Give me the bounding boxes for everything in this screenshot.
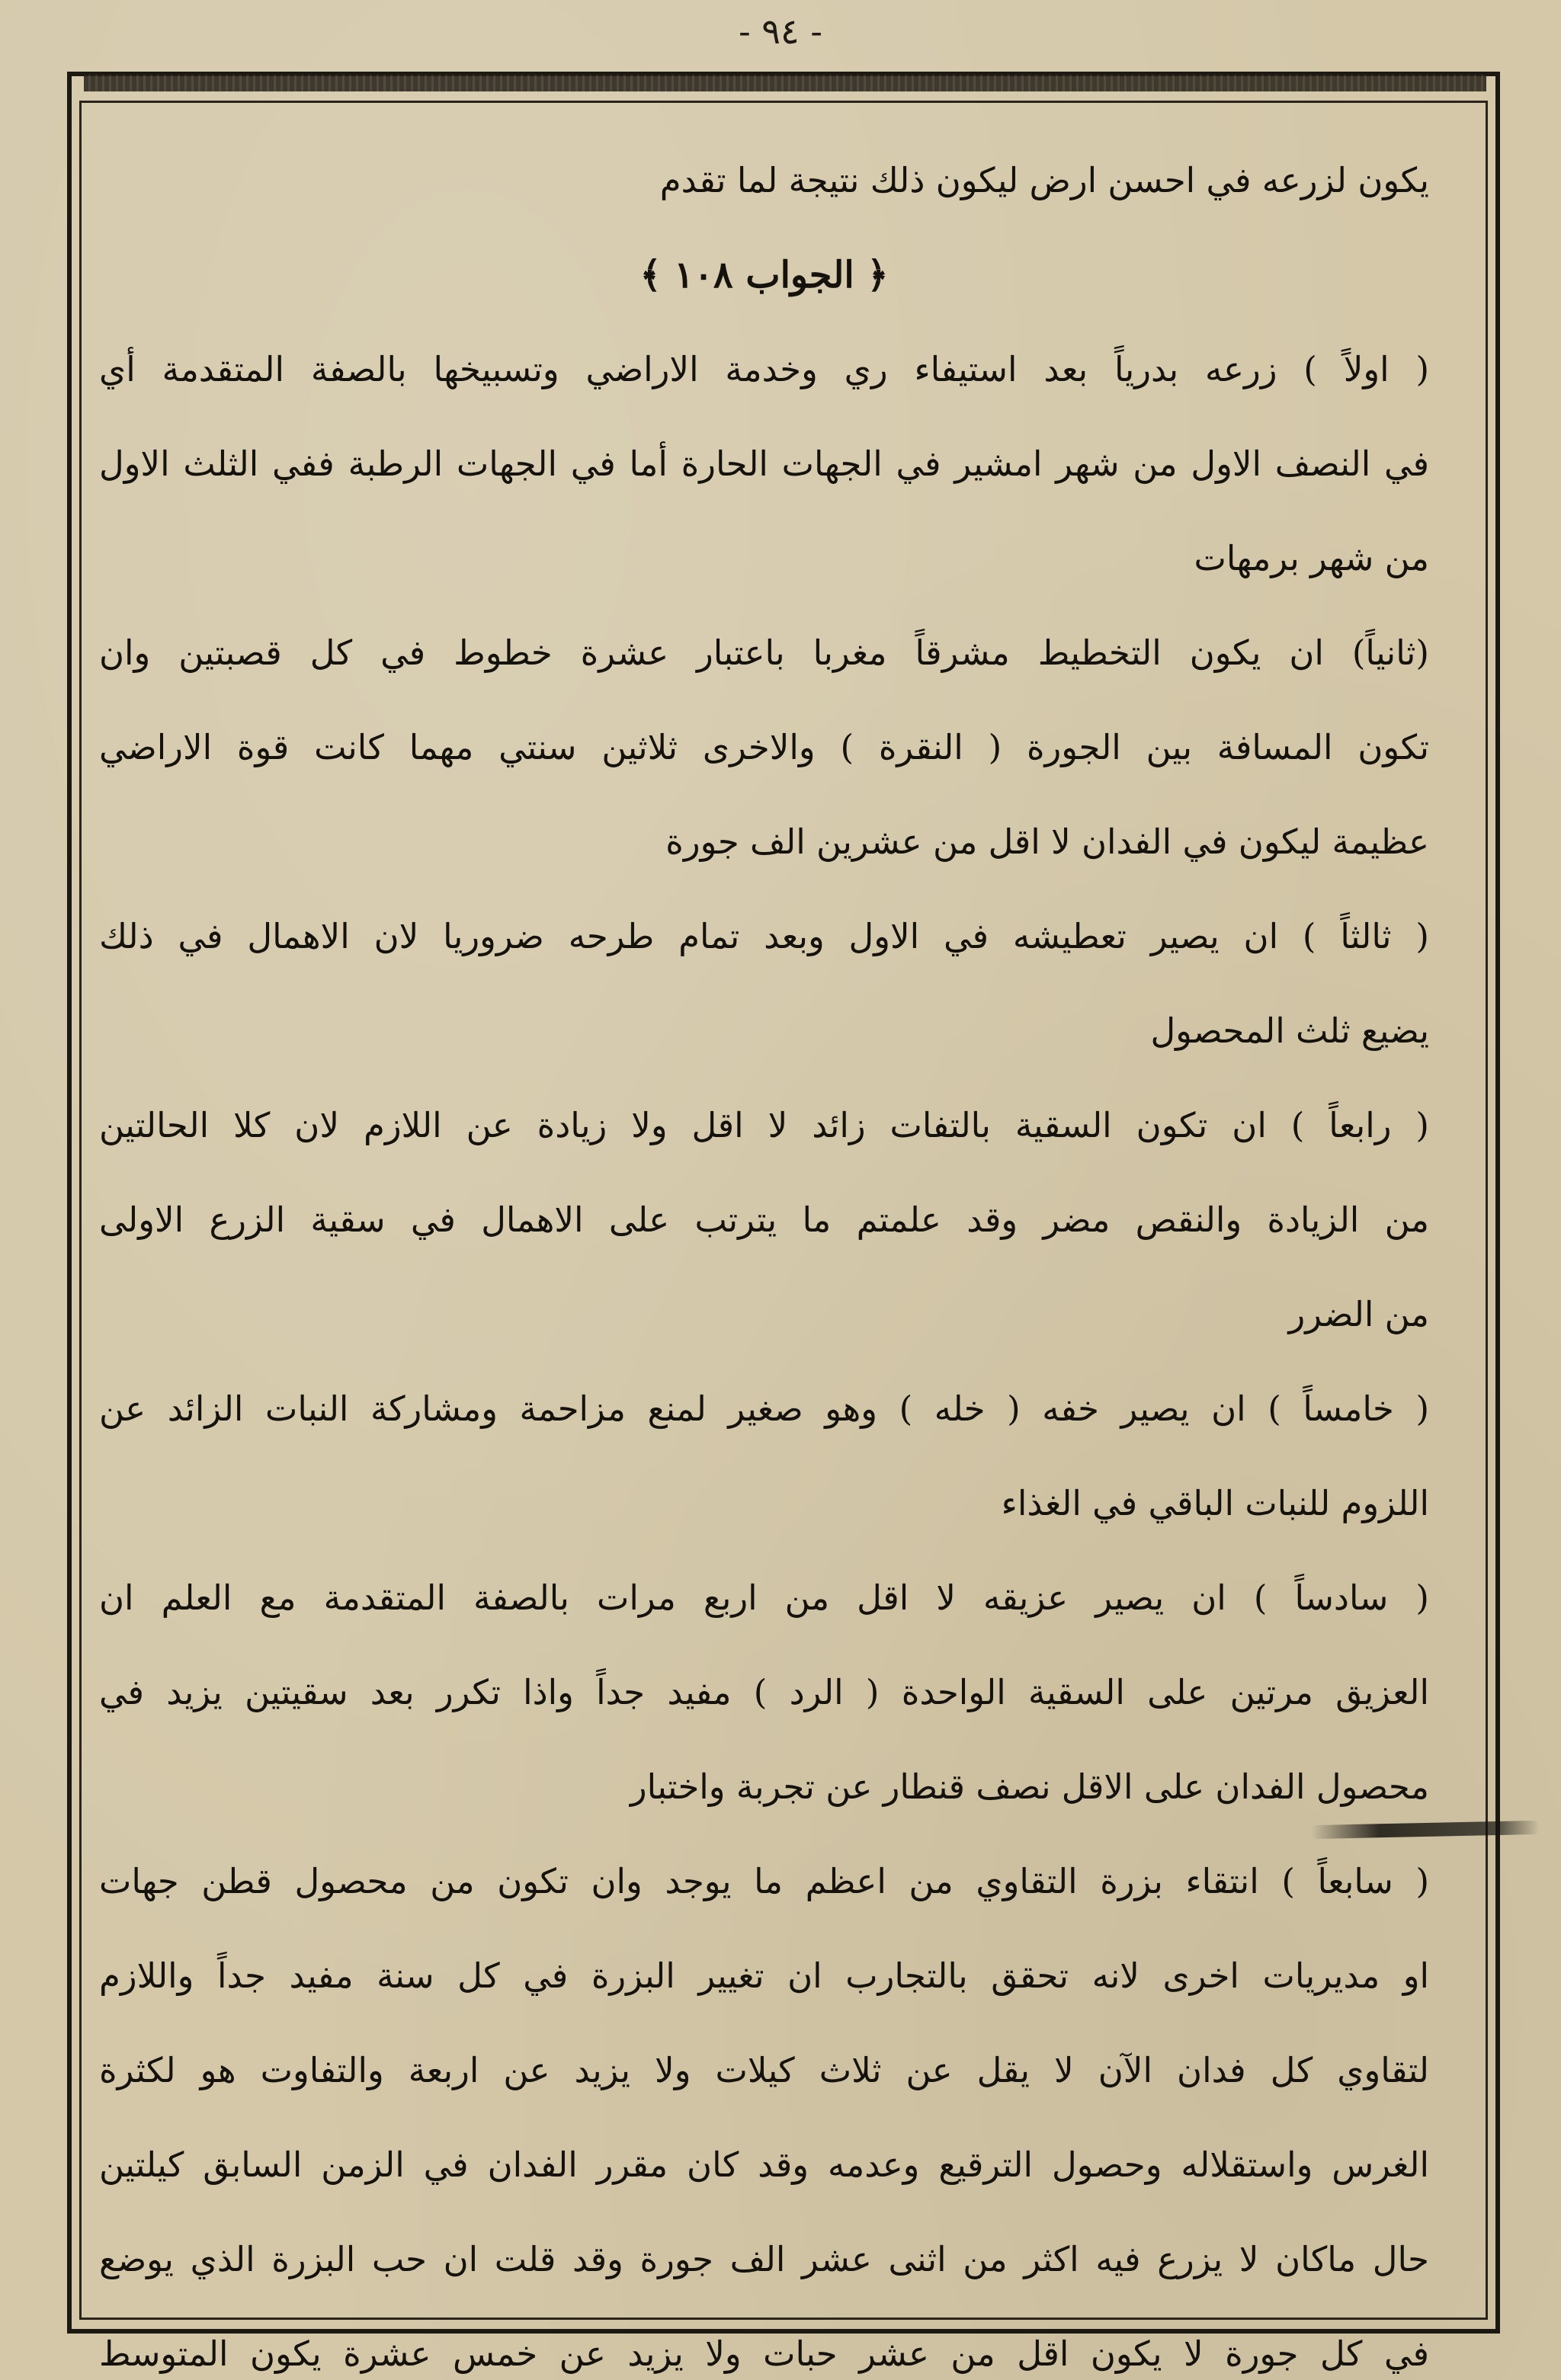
text-line: في كل جورة لا يكون اقل من عشر حبات ولا يزيد عن خمس عشرة يكون المتوسط bbox=[99, 2334, 1429, 2374]
text-line: لتقاوي كل فدان الآن لا يقل عن ثلاث كيلات ولا يزيد عن اربعة والتفاوت هو لكثرة bbox=[99, 2050, 1429, 2090]
text-line: في النصف الاول من شهر امشير في الجهات الحارة أما في الجهات الرطبة ففي الثلث الاول bbox=[99, 444, 1429, 484]
text-line: ( سابعاً ) انتقاء بزرة التقاوي من اعظم ما يوجد وان تكون من محصول قطن جهات bbox=[99, 1861, 1429, 1901]
text-line: يكون لزرعه في احسن ارض ليكون ذلك نتيجة لما تقدم bbox=[659, 160, 1429, 200]
page-number: - ٩٤ - bbox=[739, 11, 822, 52]
text-line: او مديريات اخرى لانه تحقق بالتجارب ان تغيير البزرة في كل سنة مفيد جداً واللازم bbox=[99, 1956, 1429, 1996]
text-line: محصول الفدان على الاقل نصف قنطار عن تجربة واختبار bbox=[630, 1767, 1429, 1807]
answer-heading: ﴿ الجواب ١٠٨ ﴾ bbox=[639, 254, 889, 296]
text-line: حال ماكان لا يزرع فيه اكثر من اثنى عشر الف جورة وقد قلت ان حب البزرة الذي يوضع bbox=[99, 2239, 1429, 2279]
text-line: ( رابعاً ) ان تكون السقية بالتفات زائد لا اقل ولا زيادة عن اللازم لان كلا الحالتين bbox=[99, 1105, 1429, 1145]
text-line: من الزيادة والنقص مضر وقد علمتم ما يترتب على الاهمال في سقية الزرع الاولى bbox=[99, 1200, 1429, 1240]
text-line: عظيمة ليكون في الفدان لا اقل من عشرين الف جورة bbox=[665, 822, 1429, 862]
text-line: ( ثالثاً ) ان يصير تعطيشه في الاول وبعد تمام طرحه ضروريا لان الاهمال في ذلك bbox=[99, 916, 1429, 956]
page-border-top-ornament bbox=[84, 75, 1486, 91]
text-line: الغرس واستقلاله وحصول الترقيع وعدمه وقد كان مقرر الفدان في الزمن السابق كيلتين bbox=[99, 2145, 1429, 2185]
text-line: ( سادساً ) ان يصير عزيقه لا اقل من اربع مرات بالصفة المتقدمة مع العلم ان bbox=[99, 1578, 1429, 1618]
text-line: ( خامساً ) ان يصير خفه ( خله ) وهو صغير لمنع مزاحمة ومشاركة النبات الزائد عن bbox=[99, 1389, 1429, 1429]
text-line: تكون المسافة بين الجورة ( النقرة ) والاخرى ثلاثين سنتي مهما كانت قوة الاراضي bbox=[99, 727, 1429, 767]
text-line: من الضرر bbox=[1288, 1294, 1429, 1334]
text-line: (ثانياً) ان يكون التخطيط مشرقاً مغربا باعتبار عشرة خطوط في كل قصبتين وان bbox=[99, 633, 1429, 673]
text-line: من شهر برمهات bbox=[1194, 538, 1429, 578]
body-text bbox=[99, 133, 1429, 2380]
text-line: ( اولاً ) زرعه بدرياً بعد استيفاء ري وخدمة الاراضي وتسبيخها بالصفة المتقدمة أي bbox=[99, 349, 1429, 389]
text-line: اللزوم للنبات الباقي في الغذاء bbox=[1001, 1483, 1429, 1523]
text-line: العزيق مرتين على السقية الواحدة ( الرد ) مفيد جداً واذا تكرر بعد سقيتين يزيد في bbox=[99, 1672, 1429, 1712]
text-line: يضيع ثلث المحصول bbox=[1150, 1011, 1429, 1051]
